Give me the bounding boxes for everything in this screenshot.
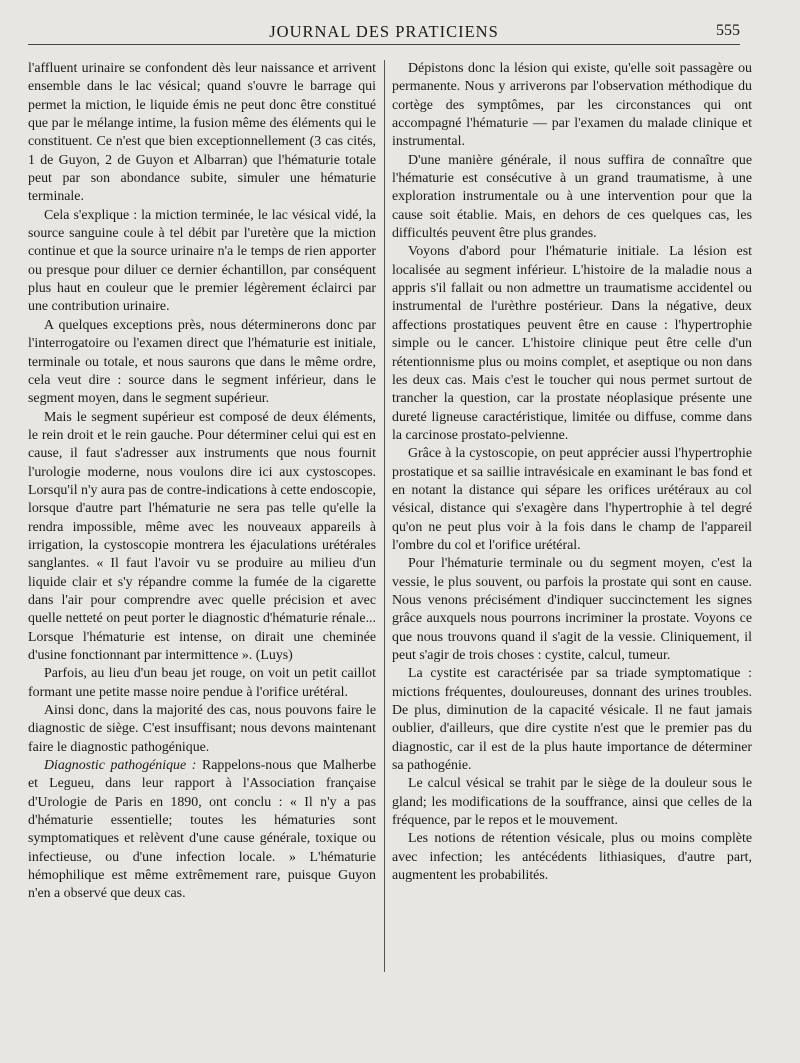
paragraph: Ainsi donc, dans la majorité des cas, nous pouvons faire le diagnostic de siège. C'est insuffisant; nous devons maintenant faire le diagnostic pathogénique. bbox=[28, 703, 376, 755]
paragraph: D'une manière générale, il nous suffira de connaître que l'hématurie est consécutive à un grand traumatisme, à une exploration instrumentale ou à une intervention pour que la cause soit établie. Mais, en dehors de ces quelques cas, les difficultés peuvent être plus grandes. bbox=[392, 152, 752, 242]
paragraph: Grâce à la cystoscopie, on peut apprécier aussi l'hypertrophie prostatique et sa saillie intravésicale en examinant le bas fond et en notant la distance qui sépare les orifices urétéraux au col vésical, distance qui s'exagère dans l'hypertrophie à tel degré qu'on ne peut plus voir à la fois dans le champ de l'appareil l'ombre du col et l'orifice urétéral. bbox=[392, 446, 752, 553]
column-divider bbox=[384, 60, 385, 972]
paragraph-diagnostic bbox=[28, 757, 376, 904]
left-column bbox=[28, 60, 376, 1063]
paragraph: A quelques exceptions près, nous déterminerons donc par l'interrogatoire ou l'examen direct que l'hématurie est initiale, terminale ou totale, et nous saurons que dans le même ordre, cela veut dire : source dans le segment inférieur, dans le segment moyen, dans le segment supérieur. bbox=[28, 317, 376, 407]
paragraph-text: Rappelons-nous que Malherbe et Legueu, dans leur rapport à l'Association française d'Urologie de Paris en 1890, ont conclu : « Il n'y a pas d'hématurie essentielle; toutes les hématuries sont symptomatiques et relèvent d'une cause générale, toxique ou infectieuse, ou d'une infection locale. » L'hématurie hémophilique est même extrêmement rare, puisque Guyon n'en a observé que deux cas. bbox=[28, 758, 376, 902]
paragraph: Mais le segment supérieur est composé de deux éléments, le rein droit et le rein gauche. Pour déterminer celui qui est en cause, il faut s'adresser aux instruments que nous fournit l'urologie moderne, nous voulons dire ici aux cystoscopes. Lorsqu'il n'y aura pas de contre-indications à cette endoscopie, lorsque d'autre part l'hématurie ne sera pas telle qu'elle la rendra impossible, même avec les nouveaux appareils à irrigation, la cystoscopie montrera les éjaculations urétérales sanglantes. « Il faut l'avoir vu se produire au milieu d'un liquide clair et s'y répandre comme la fumée de la cigarette dans l'air pour comprendre avec quelle précision et avec quelle netteté on peut porter le diagnostic d'hématurie rénale... Lorsque l'hématurie est intense, on dirait une cheminée d'usine fonctionnant par intermittence ». (Luys) bbox=[28, 409, 376, 663]
paragraph: Les notions de rétention vésicale, plus ou moins complète avec infection; les antécédents lithiasiques, d'autre part, augmentent les probabilités. bbox=[392, 831, 752, 884]
running-title: JOURNAL DES PRATICIENS bbox=[269, 22, 499, 41]
paragraph: La cystite est caractérisée par sa triade symptomatique : mictions fréquentes, douloureuses, donnant des urines troubles. De plus, diminution de la capacité vésicale. Il ne faut jamais oublier, d'ailleurs, que dire cystite n'est que le premier pas du diagnostic, car il est de la plus haute importance de déterminer sa pathogénie. bbox=[392, 666, 752, 774]
paragraph: Pour l'hématurie terminale ou du segment moyen, c'est la vessie, le plus souvent, ou parfois la prostate qui sont en cause. Nous venons précisément d'indiquer succinctement les signes grâce auxquels nous pourrons incriminer la prostate. Voyons ce que nous trouvons quand il s'agit de la vessie. Cliniquement, il peut s'agir de trois choses : cystite, calcul, tumeur. bbox=[392, 556, 752, 663]
header-rule bbox=[28, 44, 740, 45]
paragraph: Voyons d'abord pour l'hématurie initiale. La lésion est localisée au segment inférieur. L'histoire de la maladie nous a appris s'il fallait ou non admettre un traumatisme accidentel ou instrumental de l'urèthre postérieur. Dans la négative, deux affections prostatiques peuvent être en cause : l'hypertrophie simple ou le cancer. L'histoire clinique peut être celle d'un rétentionnisme plus ou moins complet, et aseptique ou non dans les deux cas. Mais c'est le toucher qui nous permet surtout de trancher la question, car la prostate néoplasique présente une dureté ligneuse caractéristique, limitée ou diffuse, comme dans la carcinose prostato-pelvienne. bbox=[392, 244, 752, 443]
paragraph: Parfois, au lieu d'un beau jet rouge, on voit un petit caillot formant une petite masse noire pendue à l'orifice urétéral. bbox=[28, 666, 376, 700]
paragraph: Dépistons donc la lésion qui existe, qu'elle soit passagère ou permanente. Nous y arriverons par l'observation méthodique du cortège des symptômes, par les circonstances qui ont accompagné l'hématurie — par l'examen du malade clinique et instrumental. bbox=[392, 61, 752, 150]
right-column bbox=[392, 60, 752, 1063]
page-number: 555 bbox=[716, 22, 740, 39]
paragraph: l'affluent urinaire se confondent dès leur naissance et arrivent ensemble dans le lac vésical; quand s'ouvre le barrage qui permet la miction, le liquide émis ne peut donc être constitué que par le mélange intime, la fusion même des éléments qui le constituent. Ce n'est que bien exceptionnellement (3 cas cités, 1 de Guyon, 2 de Guyon et Albarran) que l'hématurie totale peut par son abondance subite, simuler une hématurie terminale. bbox=[28, 61, 376, 205]
paragraph: Le calcul vésical se trahit par le siège de la douleur sous le gland; les modifications de la souffrance, ainsi que celles de la fréquence, par le repos et le mouvement. bbox=[392, 776, 752, 829]
section-label: Diagnostic pathogénique : bbox=[44, 758, 197, 774]
paragraph: Cela s'explique : la miction terminée, le lac vésical vidé, la source sanguine coule à tel débit par l'uretère que la miction continue et que la source urinaire n'a le temps de rien apporter ou presque pour diluer ce dernier échantillon, par conséquent plus haut en couleur que le premier légèrement éclairci par une contribution urinaire. bbox=[28, 207, 376, 315]
